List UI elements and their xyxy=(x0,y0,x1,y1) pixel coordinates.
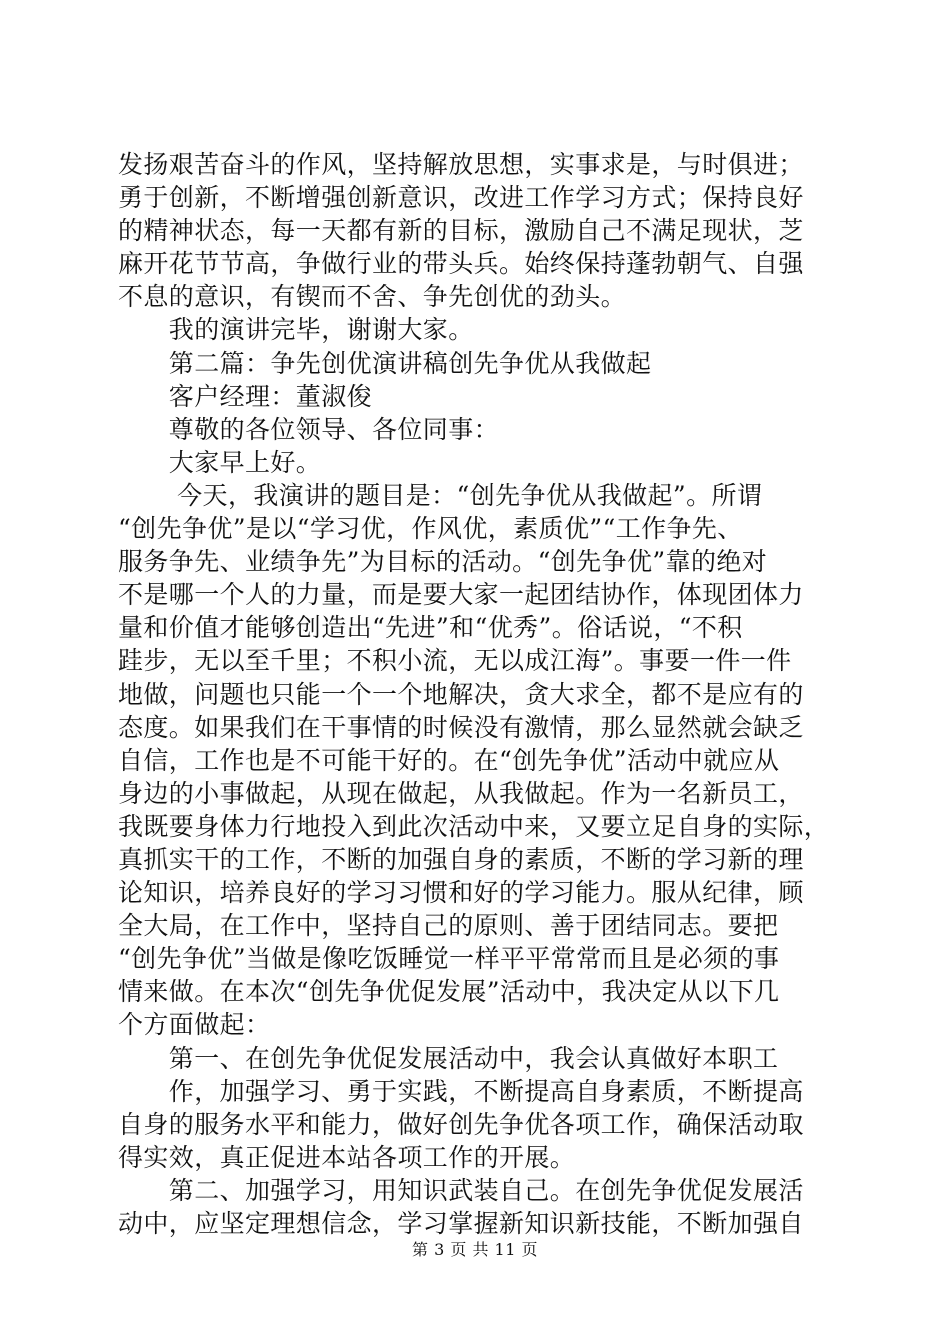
text-line: 全大局，在工作中，坚持自己的原则、善于团结同志。要把 xyxy=(118,911,779,941)
text-line: 麻开花节节高，争做行业的带头兵。始终保持蓬勃朝气、自强 xyxy=(118,249,804,279)
text-line: 地做，问题也只能一个一个地解决，贪大求全，都不是应有的 xyxy=(118,679,804,709)
text-line: 自身的服务水平和能力，做好创先争优各项工作，确保活动取 xyxy=(118,1109,804,1139)
text-line: 我既要身体力行地投入到此次活动中来，又要立足自身的实际， xyxy=(118,811,830,841)
text-line: “创先争优”是以“学习优，作风优，素质优”“工作争先、 xyxy=(118,514,743,544)
text-line: 作，加强学习、勇于实践，不断提高自身素质，不断提高 xyxy=(118,1076,804,1106)
text-line: 得实效，真正促进本站各项工作的开展。 xyxy=(118,1142,576,1172)
text-line: 情来做。在本次“创先争优促发展”活动中，我决定从以下几 xyxy=(118,977,780,1007)
page-number: 第 3 页 共 11 页 xyxy=(412,1240,538,1259)
text-line: 量和价值才能够创造出“先进”和“优秀”。俗话说，“不积 xyxy=(118,613,743,643)
author-line: 客户经理：董淑俊 xyxy=(118,381,373,411)
text-line: 发扬艰苦奋斗的作风，坚持解放思想，实事求是，与时俱进； xyxy=(118,150,804,179)
text-line: 论知识，培养良好的学习习惯和好的学习能力。服从纪律，顾 xyxy=(118,878,804,908)
text-line: 第一、在创先争优促发展活动中，我会认真做好本职工 xyxy=(118,1043,779,1073)
salutation: 尊敬的各位领导、各位同事： xyxy=(118,414,500,444)
page-footer xyxy=(0,1240,950,1260)
text-line: 身边的小事做起，从现在做起，从我做起。作为一名新员工， xyxy=(118,778,804,808)
text-line: 勇于创新，不断增强创新意识，改进工作学习方式；保持良好 xyxy=(118,183,804,213)
text-line: 个方面做起： xyxy=(118,1010,271,1040)
text-line: 我的演讲完毕，谢谢大家。 xyxy=(118,315,474,345)
text-line: 服务争先、业绩争先”为目标的活动。“创先争优”靠的绝对 xyxy=(118,547,768,577)
text-line: 第二、加强学习，用知识武装自己。在创先争优促发展活 xyxy=(118,1175,804,1205)
text-line: 的精神状态，每一天都有新的目标，激励自己不满足现状，芝 xyxy=(118,216,804,246)
text-line: 态度。如果我们在干事情的时候没有激情，那么显然就会缺乏 xyxy=(118,712,804,742)
text-line: 不息的意识，有锲而不舍、争先创优的劲头。 xyxy=(118,282,627,312)
text-line: 真抓实干的工作，不断的加强自身的素质，不断的学习新的理 xyxy=(118,844,804,874)
text-line: 今天，我演讲的题目是：“创先争优从我做起”。所谓 xyxy=(118,480,763,510)
text-line: “创先争优”当做是像吃饭睡觉一样平平常常而且是必须的事 xyxy=(118,944,780,974)
text-line: 跬步，无以至千里；不积小流，无以成江海”。事要一件一件 xyxy=(118,646,792,676)
greeting: 大家早上好。 xyxy=(118,447,322,477)
text-line: 不是哪一个人的力量，而是要大家一起团结协作，体现团体力 xyxy=(118,580,804,610)
text-line: 动中，应坚定理想信念，学习掌握新知识新技能，不断加强自 xyxy=(118,1209,804,1238)
document-body xyxy=(118,148,834,1240)
section-heading: 第二篇：争先创优演讲稿创先争优从我做起 xyxy=(118,348,652,378)
text-line: 自信，工作也是不可能干好的。在“创先争优”活动中就应从 xyxy=(118,745,780,775)
